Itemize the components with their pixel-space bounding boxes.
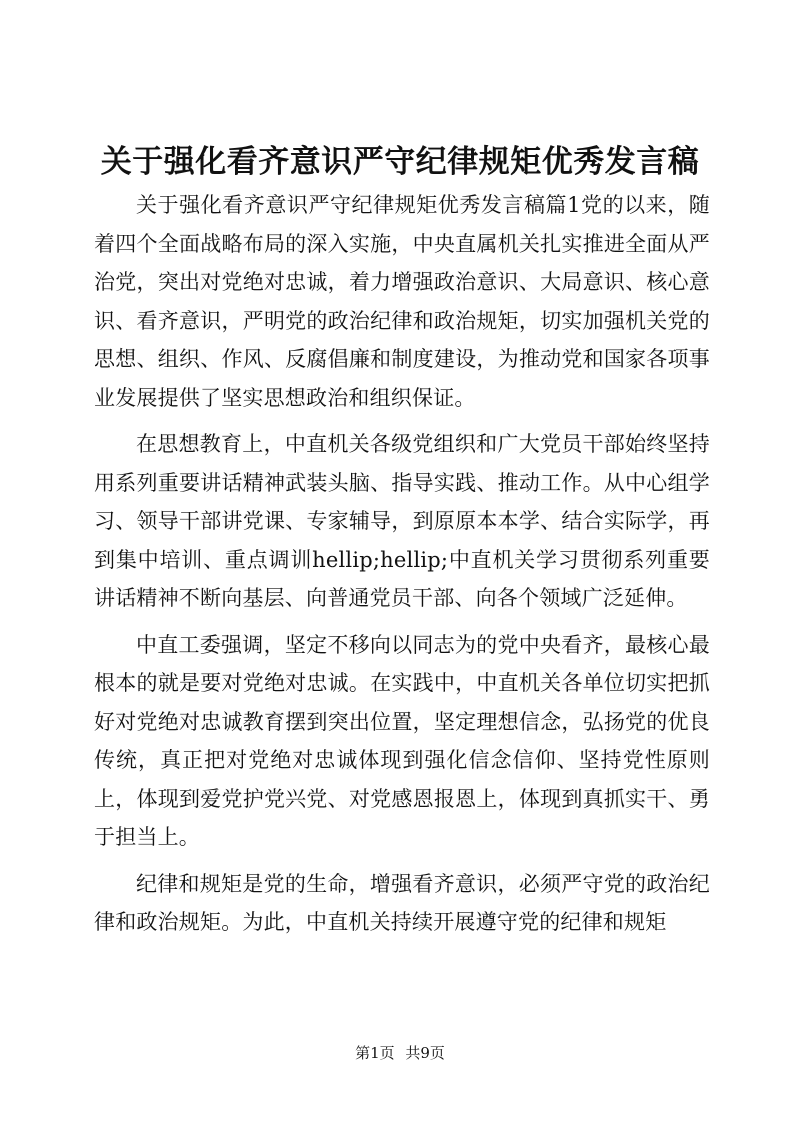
paragraph-2: 在思想教育上，中直机关各级党组织和广大党员干部始终坚持用系列重要讲话精神武装头脑、指导实践、推动工作。从中心组学习、领导干部讲党课、专家辅导，到原原本本学、结合实际学，再到集中培训、重点调训hellip;hellip;中直机关学习贯彻系列重要讲话精神不断向基层、向普通党员干部、向各个领域广泛延伸。 xyxy=(94,432,710,610)
page-number: 第1页 xyxy=(355,1044,395,1062)
document-title: 关于强化看齐意识严守纪律规矩优秀发言稿 xyxy=(100,144,700,180)
page-footer xyxy=(0,1043,800,1063)
paragraph-3: 中直工委强调，坚定不移向以同志为的党中央看齐，最核心最根本的就是要对党绝对忠诚。在实践中，中直机关各单位切实把抓好对党绝对忠诚教育摆到突出位置，坚定理想信念，弘扬党的优良传统，真正把对党绝对忠诚体现到强化信念信仰、坚持党性原则上，体现到爱党护党兴党、对党感恩报恩上，体现到真抓实干、勇于担当上。 xyxy=(94,632,710,849)
document-body xyxy=(94,186,710,942)
page-total: 共9页 xyxy=(405,1044,445,1062)
paragraph-4: 纪律和规矩是党的生命，增强看齐意识，必须严守党的政治纪律和政治规矩。为此，中直机关持续开展遵守党的纪律和规矩 xyxy=(94,871,710,934)
paragraph-1: 关于强化看齐意识严守纪律规矩优秀发言稿篇1党的以来，随着四个全面战略布局的深入实施，中央直属机关扎实推进全面从严治党，突出对党绝对忠诚，着力增强政治意识、大局意识、核心意识、看齐意识，严明党的政治纪律和政治规矩，切实加强机关党的思想、组织、作风、反腐倡廉和制度建设，为推动党和国家各项事业发展提供了坚实思想政治和组织保证。 xyxy=(94,193,710,410)
